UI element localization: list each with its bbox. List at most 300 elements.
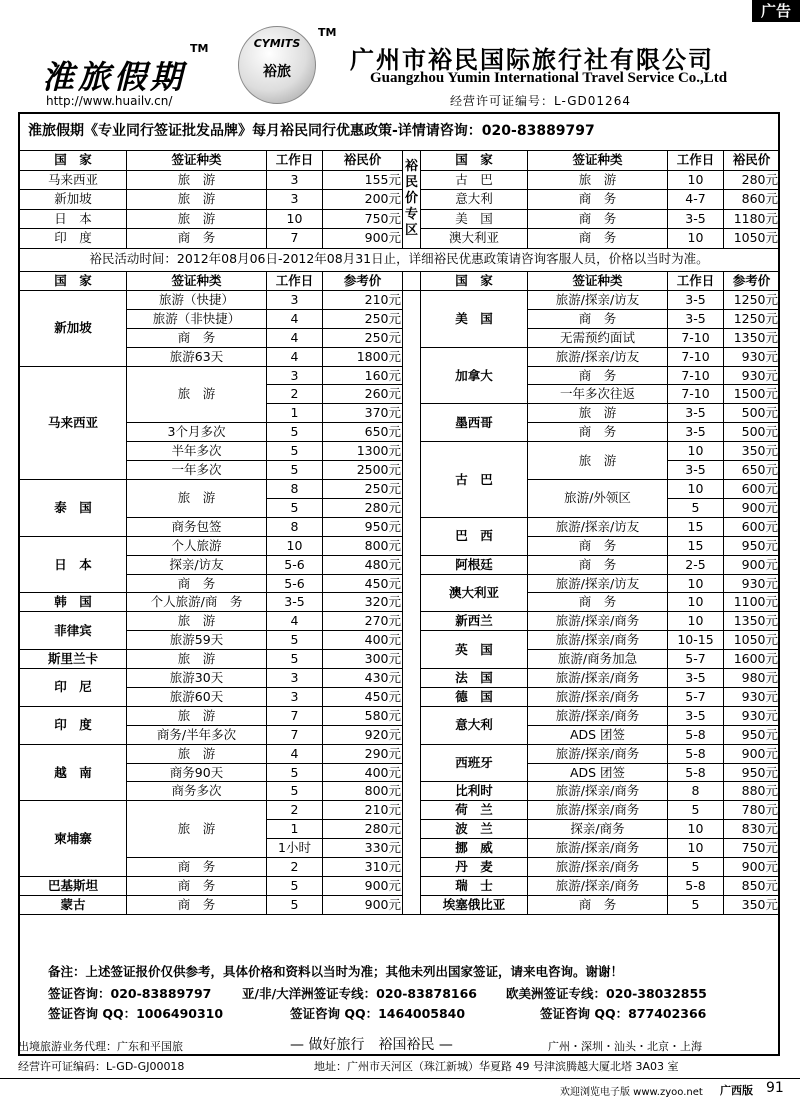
visa-type-cell: 旅 游 <box>127 190 267 210</box>
workdays-cell: 5 <box>668 895 724 914</box>
column-header: 工作日 <box>267 151 323 171</box>
country-cell: 日 本 <box>20 209 127 229</box>
column-header: 工作日 <box>668 151 724 171</box>
workdays-cell: 3-5 <box>267 593 323 612</box>
visa-type-cell: 旅游/探亲/商务 <box>528 744 668 763</box>
visa-type-cell: ADS 团签 <box>528 763 668 782</box>
footer-rule <box>0 1078 800 1079</box>
visa-type-cell: 一年多次往返 <box>528 385 668 404</box>
workdays-cell: 3-5 <box>668 423 724 442</box>
visa-type-cell: 旅游59天 <box>127 631 267 650</box>
column-header: 国 家 <box>20 272 127 291</box>
country-cell: 荷 兰 <box>421 801 528 820</box>
country-cell: 阿根廷 <box>421 555 528 574</box>
brand-name: 淮旅假期 <box>42 58 187 96</box>
price-cell: 200元 <box>323 190 403 210</box>
price-cell: 400元 <box>323 631 403 650</box>
workdays-cell: 10 <box>668 820 724 839</box>
hotline-qq-1: 签证咨询 QQ：1006490310 <box>48 1006 224 1021</box>
price-row <box>20 801 780 820</box>
visa-type-cell: 旅游/外领区 <box>528 479 668 517</box>
visa-type-cell: 旅游/商务加急 <box>528 650 668 669</box>
company-name-en: Guangzhou Yumin International Travel Service Co.,Ltd <box>370 70 728 86</box>
visa-type-cell: 旅游/探亲/商务 <box>528 782 668 801</box>
workdays-cell: 10 <box>267 209 323 229</box>
visa-type-cell: 旅 游 <box>127 479 267 517</box>
price-cell: 400元 <box>323 763 403 782</box>
visa-type-cell: 个人旅游/商 务 <box>127 593 267 612</box>
price-cell: 280元 <box>724 170 780 190</box>
price-row <box>20 725 780 744</box>
workdays-cell: 10 <box>668 170 724 190</box>
price-cell: 600元 <box>724 517 780 536</box>
zone-char: 价 <box>404 191 418 207</box>
price-cell: 750元 <box>323 209 403 229</box>
brand-url[interactable]: http://www.huailv.cn/ <box>46 94 173 108</box>
workdays-cell: 7 <box>267 725 323 744</box>
zone-char: 民 <box>404 175 418 191</box>
country-cell: 墨西哥 <box>421 404 528 442</box>
price-row <box>20 517 780 536</box>
column-header: 国 家 <box>20 151 127 171</box>
visa-type-cell: 商务90天 <box>127 763 267 782</box>
workdays-cell: 10 <box>668 574 724 593</box>
workdays-cell: 1 <box>267 404 323 423</box>
price-cell: 900元 <box>724 555 780 574</box>
workdays-cell: 4 <box>267 612 323 631</box>
price-row <box>20 763 780 782</box>
price-cell: 880元 <box>724 782 780 801</box>
discount-header-row <box>20 151 780 171</box>
country-cell: 比利时 <box>421 782 528 801</box>
workdays-cell: 7 <box>267 229 323 249</box>
price-cell: 280元 <box>323 498 403 517</box>
price-cell: 950元 <box>323 517 403 536</box>
logo-mark: 裕旅 <box>263 64 291 80</box>
workdays-cell: 7-10 <box>668 347 724 366</box>
activity-period: 裕民活动时间：2012年08月06日-2012年08月31日止，详细裕民优惠政策请咨询客服人员，价格以当时为准。 <box>89 251 709 266</box>
price-cell: 800元 <box>323 782 403 801</box>
company-license: 经营许可证编号：L-GD01264 <box>450 94 631 108</box>
price-cell: 860元 <box>724 190 780 210</box>
visa-type-cell: 商务包签 <box>127 517 267 536</box>
price-cell: 1180元 <box>724 209 780 229</box>
visa-type-cell: 一年多次 <box>127 461 267 480</box>
price-cell: 930元 <box>724 687 780 706</box>
price-row <box>20 687 780 706</box>
visa-type-cell: 商 务 <box>127 229 267 249</box>
visa-type-cell: 旅游/探亲/商务 <box>528 877 668 896</box>
workdays-cell: 3 <box>267 290 323 309</box>
workdays-cell: 10 <box>668 612 724 631</box>
address: 地址：广州市天河区（珠江新城）华夏路 49 号津滨腾越大厦北塔 3A03 室 <box>314 1060 679 1073</box>
price-cell: 1600元 <box>724 650 780 669</box>
footer <box>0 1078 800 1100</box>
price-cell: 480元 <box>323 555 403 574</box>
price-cell: 1100元 <box>724 593 780 612</box>
visa-type-cell: 商 务 <box>528 895 668 914</box>
discount-zone-label <box>403 151 421 249</box>
country-char: 来 <box>60 414 73 430</box>
country-cell: 美 国 <box>421 209 528 229</box>
visa-type-cell: 探亲/访友 <box>127 555 267 574</box>
price-cell: 160元 <box>323 366 403 385</box>
visa-type-cell: 旅游（非快捷） <box>127 309 267 328</box>
price-cell: 1350元 <box>724 328 780 347</box>
country-cell: 新加坡 <box>20 190 127 210</box>
visa-type-cell: 旅 游 <box>528 404 668 423</box>
price-cell: 900元 <box>323 229 403 249</box>
price-row <box>20 479 780 498</box>
workdays-cell: 8 <box>668 782 724 801</box>
price-cell: 900元 <box>724 498 780 517</box>
price-cell: 900元 <box>724 858 780 877</box>
page-number: 91 <box>766 1080 784 1096</box>
visa-type-cell: 旅游/探亲/商务 <box>528 801 668 820</box>
workdays-cell: 4 <box>267 328 323 347</box>
visa-type-cell: 3个月多次 <box>127 423 267 442</box>
workdays-cell: 3 <box>267 366 323 385</box>
country-cell: 巴基斯坦 <box>20 877 127 896</box>
footer-edition: 广西版 <box>720 1084 753 1097</box>
workdays-cell: 10-15 <box>668 631 724 650</box>
column-divider <box>403 272 421 291</box>
workdays-cell: 5 <box>267 423 323 442</box>
price-cell: 500元 <box>724 423 780 442</box>
hotline-qq-2: 签证咨询 QQ：1464005840 <box>290 1006 466 1021</box>
country-cell: 马来西亚 <box>20 170 127 190</box>
workdays-cell: 1 <box>267 820 323 839</box>
price-cell: 310元 <box>323 858 403 877</box>
column-header: 工作日 <box>668 272 724 291</box>
price-row <box>20 309 780 328</box>
price-cell: 270元 <box>323 612 403 631</box>
country-cell: 意大利 <box>421 706 528 744</box>
price-cell: 350元 <box>724 895 780 914</box>
country-cell: 挪 威 <box>421 839 528 858</box>
workdays-cell: 5 <box>267 782 323 801</box>
price-cell: 1800元 <box>323 347 403 366</box>
country-cell: 埃塞俄比亚 <box>421 895 528 914</box>
workdays-cell: 10 <box>668 593 724 612</box>
cities: 广州・深圳・汕头・北京・上海 <box>548 1040 702 1053</box>
column-header: 签证种类 <box>528 151 668 171</box>
price-row <box>20 366 780 385</box>
visa-type-cell: 旅 游 <box>127 744 267 763</box>
country-cell: 意大利 <box>421 190 528 210</box>
price-cell: 950元 <box>724 536 780 555</box>
visa-type-cell: 商 务 <box>528 423 668 442</box>
visa-type-cell: 商务/半年多次 <box>127 725 267 744</box>
price-cell: 370元 <box>323 404 403 423</box>
workdays-cell: 5 <box>267 442 323 461</box>
visa-type-cell: 商 务 <box>127 858 267 877</box>
visa-type-cell: 旅游/探亲/商务 <box>528 612 668 631</box>
visa-type-cell: 商 务 <box>528 366 668 385</box>
visa-type-cell: 旅游/探亲/访友 <box>528 290 668 309</box>
visa-type-cell: 旅 游 <box>127 706 267 725</box>
country-cell: 丹 麦 <box>421 858 528 877</box>
visa-type-cell: 商务多次 <box>127 782 267 801</box>
workdays-cell: 3 <box>267 687 323 706</box>
country-cell: 新加坡 <box>20 290 127 366</box>
hotline-3: 欧美洲签证专线：020-38032855 <box>506 986 707 1001</box>
price-cell: 750元 <box>724 839 780 858</box>
agent-license: 经营许可证编码：L-GD-GJ00018 <box>18 1060 185 1073</box>
visa-type-cell: ADS 团签 <box>528 725 668 744</box>
visa-type-cell: 旅 游 <box>127 170 267 190</box>
workdays-cell: 5 <box>267 650 323 669</box>
workdays-cell: 5-8 <box>668 744 724 763</box>
logo-text: CYMITS <box>253 37 301 50</box>
price-cell: 1300元 <box>323 442 403 461</box>
agent: 出境旅游业务代理：广东和平国旅 <box>18 1040 183 1053</box>
workdays-cell: 5-7 <box>668 650 724 669</box>
price-cell: 780元 <box>724 801 780 820</box>
visa-type-cell: 旅 游 <box>528 442 668 480</box>
country-cell: 古 巴 <box>421 442 528 518</box>
price-row <box>20 593 780 612</box>
zone-char: 区 <box>404 223 418 239</box>
column-header: 签证种类 <box>127 151 267 171</box>
discount-table <box>19 150 780 249</box>
visa-type-cell: 旅游60天 <box>127 687 267 706</box>
workdays-cell: 15 <box>668 517 724 536</box>
country-cell: 德 国 <box>421 687 528 706</box>
price-cell: 650元 <box>724 461 780 480</box>
zone-char: 裕 <box>404 159 418 175</box>
price-cell: 500元 <box>724 404 780 423</box>
column-header: 裕民价 <box>323 151 403 171</box>
workdays-cell: 3 <box>267 190 323 210</box>
workdays-cell: 10 <box>668 442 724 461</box>
country-cell: 巴 西 <box>421 517 528 555</box>
discount-row <box>20 190 780 210</box>
price-row <box>20 423 780 442</box>
country-char: 亚 <box>85 414 99 430</box>
visa-type-cell: 商 务 <box>528 309 668 328</box>
visa-type-cell: 商 务 <box>127 895 267 914</box>
column-header: 工作日 <box>267 272 323 291</box>
price-cell: 850元 <box>724 877 780 896</box>
country-char: 西 <box>73 414 86 430</box>
price-row <box>20 290 780 309</box>
price-cell: 930元 <box>724 706 780 725</box>
country-cell: 印 度 <box>20 706 127 744</box>
visa-type-cell: 商 务 <box>127 574 267 593</box>
country-cell: 泰 国 <box>20 479 127 536</box>
visa-type-cell: 旅游/探亲/商务 <box>528 687 668 706</box>
price-cell: 920元 <box>323 725 403 744</box>
price-row <box>20 555 780 574</box>
price-cell: 900元 <box>323 895 403 914</box>
workdays-cell: 3-5 <box>668 309 724 328</box>
workdays-cell: 4-7 <box>668 190 724 210</box>
visa-type-cell: 旅游/探亲/商务 <box>528 858 668 877</box>
country-cell: 印 度 <box>20 229 127 249</box>
visa-type-cell: 旅游/探亲/访友 <box>528 574 668 593</box>
workdays-cell: 2-5 <box>668 555 724 574</box>
visa-type-cell: 商 务 <box>528 555 668 574</box>
visa-type-cell: 旅 游 <box>127 366 267 423</box>
visa-type-cell: 旅 游 <box>127 801 267 858</box>
visa-type-cell: 商 务 <box>528 593 668 612</box>
visa-type-cell: 旅游/探亲/商务 <box>528 669 668 688</box>
workdays-cell: 2 <box>267 385 323 404</box>
column-header: 国 家 <box>421 151 528 171</box>
workdays-cell: 3 <box>267 170 323 190</box>
workdays-cell: 5 <box>267 461 323 480</box>
workdays-cell: 3 <box>267 669 323 688</box>
price-cell: 280元 <box>323 820 403 839</box>
workdays-cell: 7 <box>267 706 323 725</box>
country-cell: 加拿大 <box>421 347 528 404</box>
workdays-cell: 10 <box>267 536 323 555</box>
price-row <box>20 650 780 669</box>
workdays-cell: 3-5 <box>668 461 724 480</box>
workdays-cell: 2 <box>267 801 323 820</box>
hotline-qq-3: 签证咨询 QQ：877402366 <box>540 1006 707 1021</box>
country-cell: 法 国 <box>421 669 528 688</box>
promo-line: 淮旅假期《专业同行签证批发品牌》每月裕民同行优惠政策-详情请咨询：020-83889797 <box>28 123 595 139</box>
workdays-cell: 5 <box>668 858 724 877</box>
price-row <box>20 328 780 347</box>
workdays-cell: 5 <box>267 763 323 782</box>
price-row <box>20 877 780 896</box>
workdays-cell: 5 <box>267 631 323 650</box>
workdays-cell: 10 <box>668 839 724 858</box>
column-header: 参考价 <box>323 272 403 291</box>
price-row <box>20 631 780 650</box>
visa-type-cell: 旅 游 <box>127 612 267 631</box>
workdays-cell: 4 <box>267 309 323 328</box>
visa-type-cell: 商 务 <box>127 328 267 347</box>
workdays-cell: 5-8 <box>668 725 724 744</box>
price-row <box>20 536 780 555</box>
price-cell: 600元 <box>724 479 780 498</box>
visa-type-cell: 无需预约面试 <box>528 328 668 347</box>
workdays-cell: 5 <box>267 877 323 896</box>
workdays-cell: 7-10 <box>668 366 724 385</box>
price-cell: 1500元 <box>724 385 780 404</box>
price-cell: 450元 <box>323 574 403 593</box>
price-cell: 1250元 <box>724 290 780 309</box>
visa-type-cell: 旅 游 <box>127 650 267 669</box>
price-row <box>20 782 780 801</box>
price-row <box>20 744 780 763</box>
price-cell: 350元 <box>724 442 780 461</box>
visa-type-cell: 商 务 <box>127 877 267 896</box>
company-logo <box>238 26 316 104</box>
price-cell: 250元 <box>323 309 403 328</box>
price-cell: 330元 <box>323 839 403 858</box>
price-row <box>20 347 780 366</box>
country-cell: 澳大利亚 <box>421 229 528 249</box>
visa-type-cell: 旅 游 <box>528 170 668 190</box>
price-cell: 320元 <box>323 593 403 612</box>
country-cell <box>20 366 127 479</box>
visa-type-cell: 商 务 <box>528 536 668 555</box>
column-header: 裕民价 <box>724 151 780 171</box>
visa-type-cell: 旅游30天 <box>127 669 267 688</box>
visa-type-cell: 探亲/商务 <box>528 820 668 839</box>
column-header: 参考价 <box>724 272 780 291</box>
price-cell: 930元 <box>724 347 780 366</box>
country-cell: 越 南 <box>20 744 127 801</box>
visa-type-cell: 个人旅游 <box>127 536 267 555</box>
price-row <box>20 612 780 631</box>
price-cell: 450元 <box>323 687 403 706</box>
price-cell: 650元 <box>323 423 403 442</box>
brand-tm: TM <box>190 42 209 55</box>
logo-tm: TM <box>318 26 337 39</box>
price-cell: 1050元 <box>724 229 780 249</box>
workdays-cell: 4 <box>267 347 323 366</box>
country-char: 马 <box>47 414 61 430</box>
workdays-cell: 5-8 <box>668 763 724 782</box>
discount-row <box>20 170 780 190</box>
zone-char: 专 <box>404 207 418 223</box>
price-row <box>20 706 780 725</box>
country-cell: 新西兰 <box>421 612 528 631</box>
ad-tag: 广告 <box>752 0 800 22</box>
price-header-row <box>20 272 780 291</box>
workdays-cell: 10 <box>668 479 724 498</box>
visa-type-cell: 旅游/探亲/商务 <box>528 631 668 650</box>
workdays-cell: 7-10 <box>668 385 724 404</box>
country-cell: 西班牙 <box>421 744 528 782</box>
price-cell: 580元 <box>323 706 403 725</box>
workdays-cell: 2 <box>267 858 323 877</box>
price-cell: 1050元 <box>724 631 780 650</box>
workdays-cell: 5-7 <box>668 687 724 706</box>
price-cell: 800元 <box>323 536 403 555</box>
workdays-cell: 3-5 <box>668 404 724 423</box>
workdays-cell: 15 <box>668 536 724 555</box>
workdays-cell: 5-6 <box>267 574 323 593</box>
price-cell: 290元 <box>323 744 403 763</box>
workdays-cell: 7-10 <box>668 328 724 347</box>
country-cell: 瑞 士 <box>421 877 528 896</box>
country-cell: 韩 国 <box>20 593 127 612</box>
price-cell: 830元 <box>724 820 780 839</box>
country-cell: 菲律宾 <box>20 612 127 650</box>
workdays-cell: 3-5 <box>668 290 724 309</box>
country-cell: 古 巴 <box>421 170 528 190</box>
workdays-cell: 3-5 <box>668 706 724 725</box>
header <box>0 22 800 110</box>
country-cell: 美 国 <box>421 290 528 347</box>
workdays-cell: 8 <box>267 479 323 498</box>
visa-type-cell: 旅游/探亲/商务 <box>528 839 668 858</box>
company-name-cn: 广州市裕民国际旅行社有限公司 <box>350 46 714 74</box>
workdays-cell: 4 <box>267 744 323 763</box>
workdays-cell: 10 <box>668 229 724 249</box>
country-cell: 柬埔寨 <box>20 801 127 877</box>
workdays-cell: 1小时 <box>267 839 323 858</box>
price-cell: 210元 <box>323 290 403 309</box>
visa-type-cell: 商 务 <box>528 209 668 229</box>
visa-price-table <box>19 271 780 915</box>
price-row <box>20 669 780 688</box>
visa-type-cell: 旅游（快捷） <box>127 290 267 309</box>
workdays-cell: 3-5 <box>668 209 724 229</box>
price-cell: 950元 <box>724 725 780 744</box>
footer-site[interactable]: 欢迎浏览电子版 www.zyoo.net <box>560 1087 703 1098</box>
country-cell: 澳大利亚 <box>421 574 528 612</box>
price-cell: 210元 <box>323 801 403 820</box>
workdays-cell: 5-8 <box>668 877 724 896</box>
